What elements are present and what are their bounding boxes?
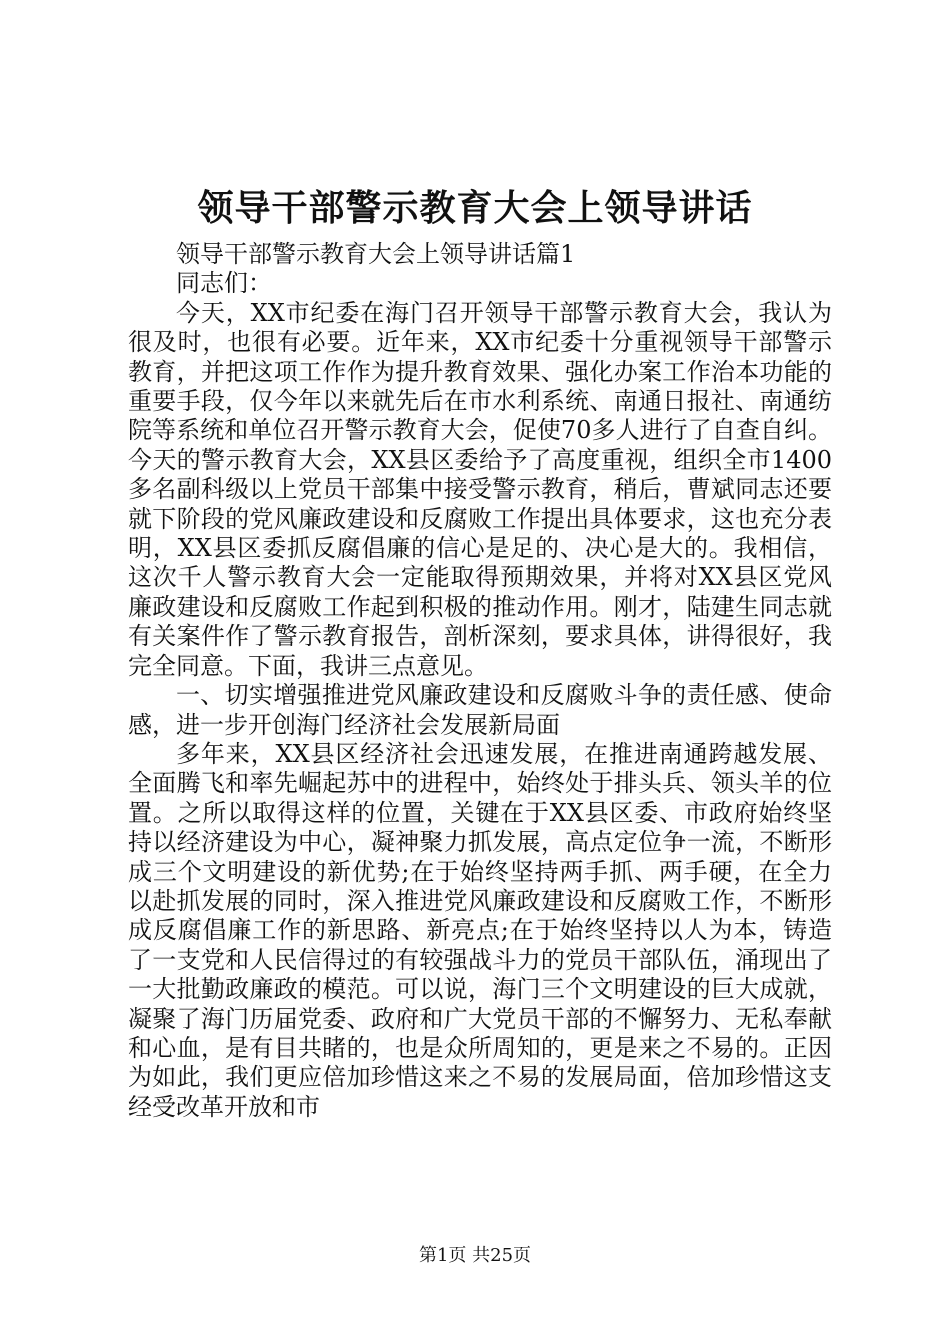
- page-number: 第1页 共25页: [418, 1245, 532, 1266]
- section-heading-line: 领导干部警示教育大会上领导讲话篇1: [176, 240, 576, 268]
- salutation: 同志们：: [176, 269, 272, 298]
- body-paragraph: 多年来，XX县区经济社会迅速发展，在推进南通跨越发展、全面腾飞和率先崛起苏中的进程中，始终处于排头兵、领头羊的位置。之所以取得这样的位置，关键在于XX县区委、市政府始终坚持以经济建设为中心，凝神聚力抓发展，高点定位争一流，不断形成三个文明建设的新优势;在于始终坚持两手抓、两手硬，在全力以赴抓发展的同时，深入推进党风廉政建设和反腐败工作，不断形成反腐倡廉工作的新思路、新亮点;在于始终坚持以人为本，铸造了一支党和人民信得过的有较强战斗力的党员干部队伍，涌现出了一大批勤政廉政的模范。可以说，海门三个文明建设的巨大成就，凝聚了海门历届党委、政府和广大党员干部的不懈努力、无私奉献和心血，是有目共睹的，也是众所周知的，更是来之不易的。正因为如此，我们更应倍加珍惜这来之不易的发展局面，倍加珍惜这支经受改革开放和市: [128, 739, 832, 1121]
- section-heading: 一、切实增强推进党风廉政建设和反腐败斗争的责任感、使命感，进一步开创海门经济社会发展新局面: [128, 681, 832, 739]
- document-body: [128, 240, 832, 1122]
- body-paragraph: 今天，XX市纪委在海门召开领导干部警示教育大会，我认为很及时，也很有必要。近年来，XX市纪委十分重视领导干部警示教育，并把这项工作作为提升教育效果、强化办案工作治本功能的重要手段，仅今年以来就先后在市水利系统、南通日报社、南通纺院等系统和单位召开警示教育大会，促使70多人进行了自查自纠。今天的警示教育大会，XX县区委给予了高度重视，组织全市1400多名副科级以上党员干部集中接受警示教育，稍后，曹斌同志还要就下阶段的党风廉政建设和反腐败工作提出具体要求，这也充分表明，XX县区委抓反腐倡廉的信心是足的、决心是大的。我相信，这次千人警示教育大会一定能取得预期效果，并将对XX县区党风廉政建设和反腐败工作起到积极的推动作用。刚才，陆建生同志就有关案件作了警示教育报告，剖析深刻，要求具体，讲得很好，我完全同意。下面，我讲三点意见。: [128, 298, 832, 680]
- document-title: 领导干部警示教育大会上领导讲话: [197, 187, 753, 229]
